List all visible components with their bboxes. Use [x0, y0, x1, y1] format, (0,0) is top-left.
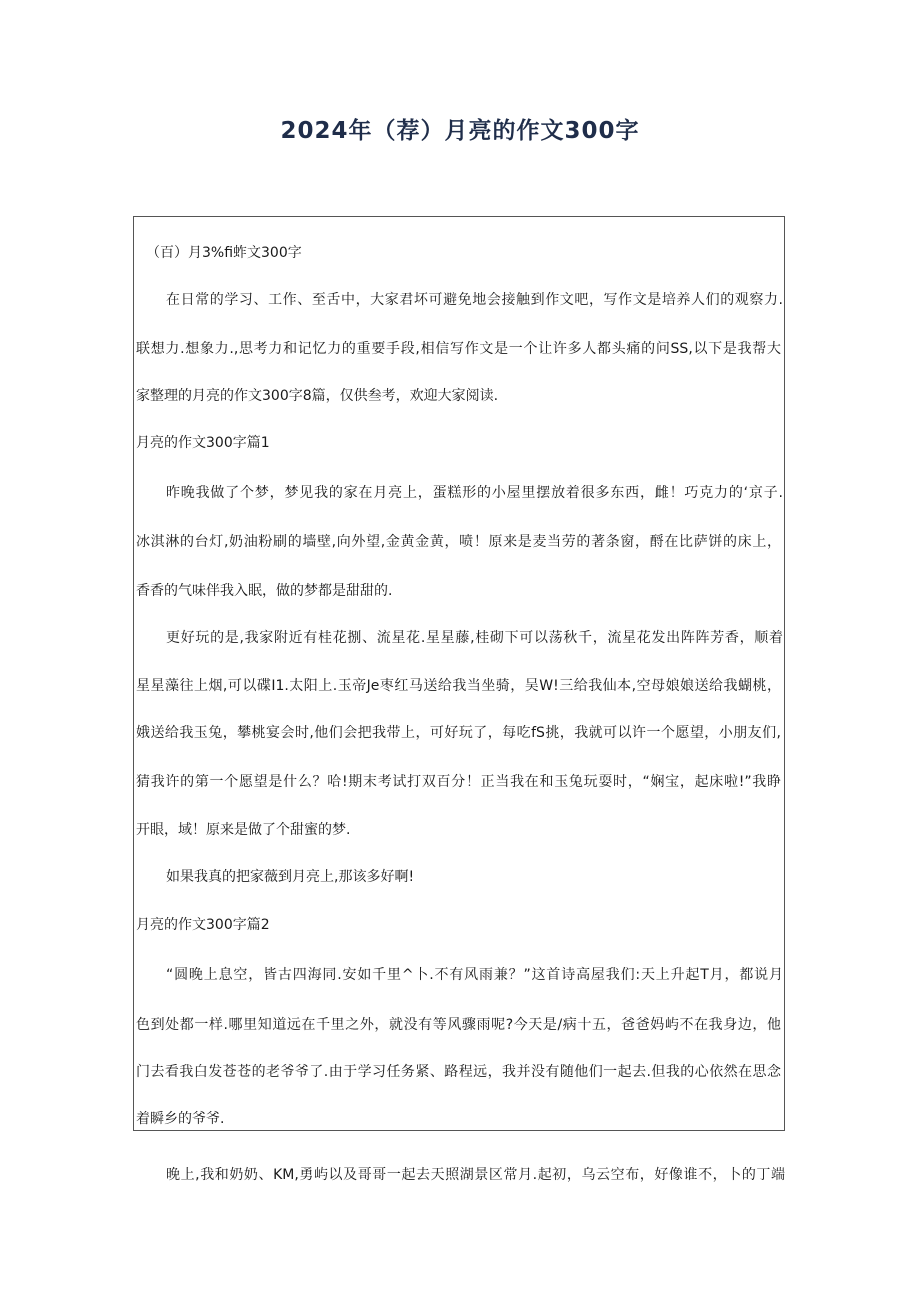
paragraph-line: 在日常的学习、工作、至舌中，大家君坏可避免地会接触到作文吧，写作文是培养人们的观察力.: [166, 292, 783, 308]
paragraph-line: “圆晚上息空，皆古四海同.安如千里^卜.不有风雨兼？”这首诗高屋我们:天上升起T月，都说月: [166, 967, 783, 983]
paragraph-line: 着瞬乡的爷爷.: [136, 1111, 225, 1127]
paragraph-line: 门去看我白发苍苍的老爷爷了.由于学习任务紧、路程远，我并没有随他们一起去.但我的心依然在思念: [136, 1064, 781, 1080]
paragraph-line: 昨晚我做了个梦，梦见我的家在月亮上，蛋糕形的小屋里摆放着很多东西，雌！巧克力的‘京子.: [166, 485, 783, 501]
paragraph-line: 联想力.想象力.,思考力和记忆力的重要手段,相信写作文是一个让许多人都头痛的问SS,以下是我帮大: [136, 341, 781, 357]
paragraph-line: 香香的气味伴我入眠，做的梦都是甜甜的.: [136, 583, 393, 599]
paragraph-line: 更好玩的是,我家附近有桂花捌、流星花.星星藤,桂砌下可以荡秋千，流星花发出阵阵芳香，顺着: [166, 630, 783, 646]
paragraph-line: 如果我真的把家薇到月亮上,那该多好啊!: [166, 869, 415, 885]
essay-heading: 月亮的作文300字篇2: [136, 917, 270, 933]
paragraph-line: 家整理的月亮的作文300字8篇，仅供叁考，欢迎大家阅读.: [136, 388, 499, 404]
paragraph-line: 冰淇淋的台灯,奶油粉刷的墙壁,向外望,金黄金黄，喷！原来是麦当劳的著条窗，酹在比萨饼的床上，: [136, 534, 781, 550]
section-heading: （百）月3%fi蚱文300字: [146, 245, 302, 261]
document-title: 2024年（荐）月亮的作文300字: [280, 118, 640, 144]
paragraph-line: 晚上,我和奶奶、KM,勇屿以及哥哥一起去天照湖景区常月.起初，乌云空布，好像谁不，卜的丁端: [166, 1167, 785, 1183]
paragraph-line: 色到处都一样.哪里知道远在千里之外，就没有等风骤雨呢?今天是/病十五，爸爸妈屿不在我身边，他: [136, 1017, 781, 1033]
paragraph-line: 猜我许的第一个愿望是什么？哈!期末考试打双百分！正当我在和玉兔玩耍时，“娴宝，起床啦!”我睁: [136, 774, 781, 790]
paragraph-line: 开眼，域！原来是做了个甜蜜的梦.: [136, 822, 351, 838]
paragraph-line: 娥送给我玉兔，攀桃宴会时,他们会把我带上，可好玩了，每吃fS挑，我就可以许一个愿望，小朋友们,: [136, 725, 781, 741]
essay-heading: 月亮的作文300字篇1: [136, 435, 270, 451]
paragraph-line: 星星藻往上烟,可以碟I1.太阳上.玉帝Je枣红马送给我当坐骑，吴W!三给我仙本,空母娘娘送给我蝴桃，: [136, 678, 781, 694]
